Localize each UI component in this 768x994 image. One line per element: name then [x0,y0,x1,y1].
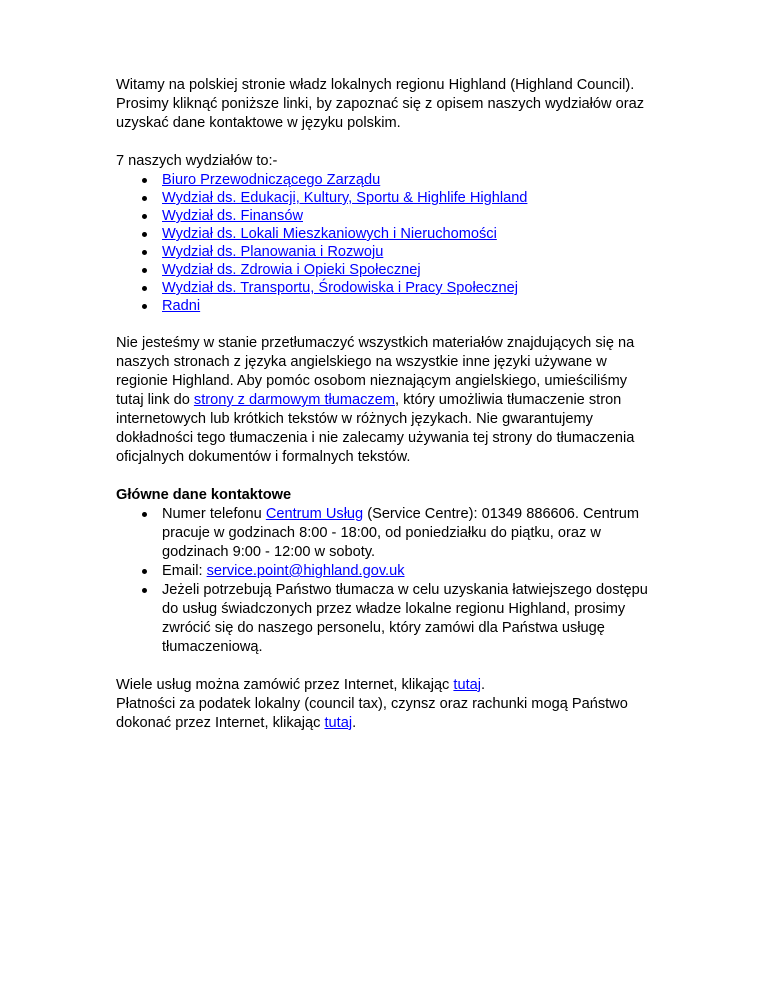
list-item [116,189,656,207]
contact-phone-item [116,505,656,562]
list-item [116,261,656,279]
document-page [116,76,656,733]
online-payments-period: . [352,715,357,731]
online-services-period: . [481,677,486,693]
phone-text-after: (Service Centre): 01349 886606. Centrum pracuje w godzinach 8:00 - 18:00, od poniedziałku do piątku, oraz w godzinach 9:00 - 12:00 w soboty. [162,506,639,560]
list-item [116,225,656,243]
department-link-education[interactable]: Wydział ds. Edukacji, Kultury, Sportu & Highlife Highland [162,190,528,206]
department-link-transport[interactable]: Wydział ds. Transportu, Środowiska i Pracy Społecznej [162,280,518,296]
department-link-health[interactable]: Wydział ds. Zdrowia i Opieki Społecznej [162,262,421,278]
service-centre-link[interactable]: Centrum Usług [265,506,364,522]
list-item [116,243,656,261]
list-item [116,279,656,297]
departments-list [116,171,656,315]
department-link-finance[interactable]: Wydział ds. Finansów [162,208,303,224]
online-services-text: Wiele usług można zamówić przez Internet, klikając [116,677,454,693]
phone-text-before: Numer telefonu [162,506,266,522]
online-services-line [116,676,656,733]
free-translator-link[interactable]: strony z darmowym tłumaczem [193,392,396,408]
intro-paragraph: Witamy na polskiej stronie władz lokalnych regionu Highland (Highland Council). Prosimy kliknąć poniższe linki, by zapoznać się z opisem naszych wydziałów oraz uzyskać dane kontaktowe w języku polskim. [116,77,645,131]
list-item [116,207,656,225]
translation-paragraph [116,334,656,467]
department-link-chief-executive[interactable]: Biuro Przewodniczącego Zarządu [162,172,381,188]
list-item [116,171,656,189]
department-link-councillors[interactable]: Radni [162,298,201,314]
email-link[interactable]: service.point@highland.gov.uk [206,563,405,579]
department-link-planning[interactable]: Wydział ds. Planowania i Rozwoju [162,244,384,260]
list-item [116,297,656,315]
online-payments-text: Płatności za podatek lokalny (council tax), czynsz oraz rachunki mogą Państwo dokonać przez Internet, klikając [116,696,628,731]
translation-text-before: Nie jesteśmy w stanie przetłumaczyć wszystkich materiałów znajdujących się na naszych stronach z języka angielskiego na wszystkie inne języki używane w regionie Highland. Aby pomóc osobom nieznającym angielskiego, umieściliśmy tutaj link do [116,335,635,408]
contact-heading: Główne dane kontaktowe [116,487,292,503]
translation-text-after: , który umożliwia tłumaczenie stron internetowych lub krótkich tekstów w różnych językach. Nie gwarantujemy dokładności tego tłumaczenia i nie zalecamy używania tej strony do tłumaczenia oficjalnych dokumentów i formalnych tekstów. [116,392,635,465]
department-link-housing[interactable]: Wydział ds. Lokali Mieszkaniowych i Nieruchomości [162,226,497,242]
email-label: Email: [162,563,207,579]
contact-interpreter-item: Jeżeli potrzebują Państwo tłumacza w celu uzyskania łatwiejszego dostępu do usług świadczonych przez władze lokalne regionu Highland, prosimy zwrócić się do naszego personelu, który zamówi dla Państwa usługę tłumaczeniową. [116,581,656,657]
online-payments-link[interactable]: tutaj [324,715,353,731]
departments-lead: 7 naszych wydziałów to:- [116,153,278,169]
contact-email-item [116,562,656,581]
online-services-link[interactable]: tutaj [453,677,482,693]
contact-list [116,505,656,657]
